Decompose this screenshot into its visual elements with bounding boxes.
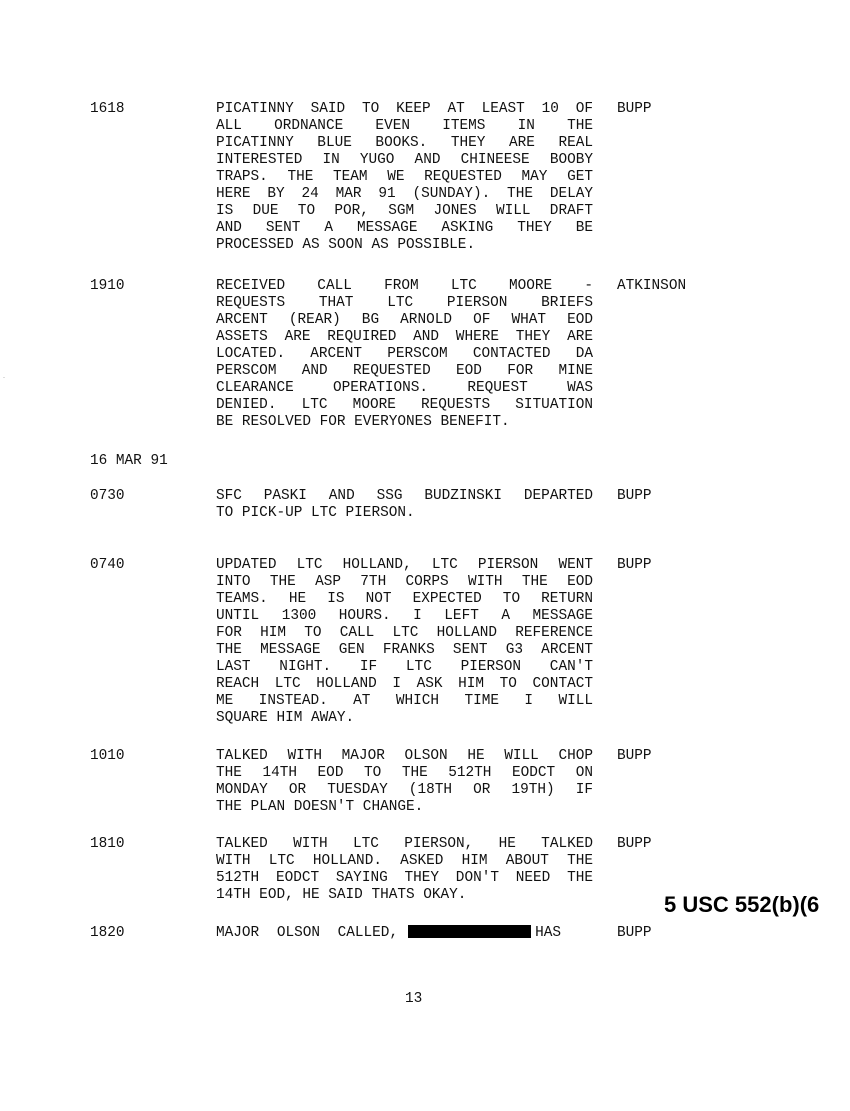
entry-line: INTERESTED IN YUGO AND CHINEESE BOOBY xyxy=(216,152,593,168)
entry-line: PICATINNY SAID TO KEEP AT LEAST 10 OF xyxy=(216,101,593,117)
entry-line: ME INSTEAD. AT WHICH TIME I WILL xyxy=(216,693,593,709)
page-number: 13 xyxy=(405,991,423,1007)
entry-line: UNTIL 1300 HOURS. I LEFT A MESSAGE xyxy=(216,608,593,624)
entry-line: WITH LTC HOLLAND. ASKED HIM ABOUT THE xyxy=(216,853,593,869)
entry-text xyxy=(216,748,593,816)
entry-time: 1910 xyxy=(90,278,125,294)
entry-line: DENIED. LTC MOORE REQUESTS SITUATION xyxy=(216,397,593,413)
entry-line: PERSCOM AND REQUESTED EOD FOR MINE xyxy=(216,363,593,379)
entry-line: HERE BY 24 MAR 91 (SUNDAY). THE DELAY xyxy=(216,186,593,202)
entry-line: BE RESOLVED FOR EVERYONES BENEFIT. xyxy=(216,414,510,430)
entry-line: RECEIVED CALL FROM LTC MOORE - xyxy=(216,278,593,294)
redaction-bar xyxy=(408,925,531,938)
entry-line: LOCATED. ARCENT PERSCOM CONTACTED DA xyxy=(216,346,593,362)
entry-line: THE 14TH EOD TO THE 512TH EODCT ON xyxy=(216,765,593,781)
entry-line: UPDATED LTC HOLLAND, LTC PIERSON WENT xyxy=(216,557,593,573)
entry-line: SFC PASKI AND SSG BUDZINSKI DEPARTED xyxy=(216,488,593,504)
entry-text xyxy=(216,278,593,431)
entry-line: THE MESSAGE GEN FRANKS SENT G3 ARCENT xyxy=(216,642,593,658)
entry-line: CLEARANCE OPERATIONS. REQUEST WAS xyxy=(216,380,593,396)
entry-line: PICATINNY BLUE BOOKS. THEY ARE REAL xyxy=(216,135,593,151)
entry-line: MONDAY OR TUESDAY (18TH OR 19TH) IF xyxy=(216,782,593,798)
entry-line: REACH LTC HOLLAND I ASK HIM TO CONTACT xyxy=(216,676,593,692)
entry-line: 14TH EOD, HE SAID THATS OKAY. xyxy=(216,887,467,903)
entry-line: ASSETS ARE REQUIRED AND WHERE THEY ARE xyxy=(216,329,593,345)
entry-line-start: MAJOR OLSON CALLED, xyxy=(216,925,399,941)
entry-line: IS DUE TO POR, SGM JONES WILL DRAFT xyxy=(216,203,593,219)
entry-time: 0730 xyxy=(90,488,125,504)
entry-line: 512TH EODCT SAYING THEY DON'T NEED THE xyxy=(216,870,593,886)
entry-line: PROCESSED AS SOON AS POSSIBLE. xyxy=(216,237,476,253)
entry-text xyxy=(216,557,593,727)
entry-text xyxy=(216,101,593,254)
entry-text xyxy=(216,925,593,942)
entry-author: ATKINSON xyxy=(617,278,687,294)
entry-line-end: HAS xyxy=(535,925,562,941)
foia-exemption-stamp: 5 USC 552(b)(6 xyxy=(664,892,820,917)
entry-line: LAST NIGHT. IF LTC PIERSON CAN'T xyxy=(216,659,593,675)
entry-line: ALL ORDNANCE EVEN ITEMS IN THE xyxy=(216,118,593,134)
entry-time: 0740 xyxy=(90,557,125,573)
entry-author: BUPP xyxy=(617,836,652,852)
date-heading: 16 MAR 91 xyxy=(90,453,168,469)
entry-text xyxy=(216,836,593,904)
entry-text xyxy=(216,488,593,522)
entry-line: INTO THE ASP 7TH CORPS WITH THE EOD xyxy=(216,574,593,590)
scan-speck xyxy=(3,377,5,378)
entry-author: BUPP xyxy=(617,101,652,117)
entry-line: REQUESTS THAT LTC PIERSON BRIEFS xyxy=(216,295,593,311)
entry-line: AND SENT A MESSAGE ASKING THEY BE xyxy=(216,220,593,236)
entry-time: 1810 xyxy=(90,836,125,852)
entry-time: 1820 xyxy=(90,925,125,941)
entry-line: TALKED WITH MAJOR OLSON HE WILL CHOP xyxy=(216,748,593,764)
entry-time: 1618 xyxy=(90,101,125,117)
entry-author: BUPP xyxy=(617,748,652,764)
entry-author: BUPP xyxy=(617,925,652,941)
entry-author: BUPP xyxy=(617,557,652,573)
entry-line: FOR HIM TO CALL LTC HOLLAND REFERENCE xyxy=(216,625,593,641)
entry-line: TEAMS. HE IS NOT EXPECTED TO RETURN xyxy=(216,591,593,607)
entry-line: TRAPS. THE TEAM WE REQUESTED MAY GET xyxy=(216,169,593,185)
entry-line: SQUARE HIM AWAY. xyxy=(216,710,355,726)
entry-line: TO PICK-UP LTC PIERSON. xyxy=(216,505,415,521)
entry-line: ARCENT (REAR) BG ARNOLD OF WHAT EOD xyxy=(216,312,593,328)
entry-line: TALKED WITH LTC PIERSON, HE TALKED xyxy=(216,836,593,852)
entry-time: 1010 xyxy=(90,748,125,764)
entry-line: THE PLAN DOESN'T CHANGE. xyxy=(216,799,424,815)
entry-author: BUPP xyxy=(617,488,652,504)
